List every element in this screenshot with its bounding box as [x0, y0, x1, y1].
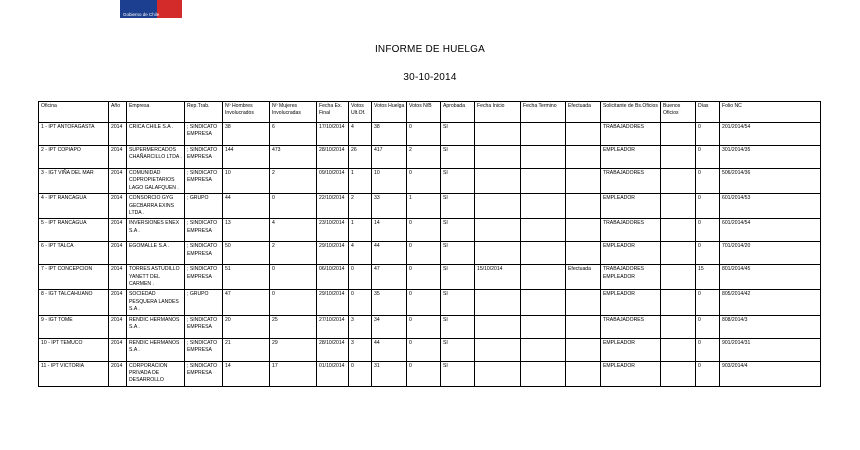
table-cell [521, 219, 566, 242]
table-cell: 0 [696, 242, 720, 265]
table-cell: 50 [223, 242, 270, 265]
table-cell: ; SINDICATO EMPRESA [185, 361, 223, 386]
table-cell: 0 [696, 123, 720, 146]
table-row [39, 169, 821, 194]
table-cell: 0 [696, 315, 720, 338]
table-cell: 0 [696, 169, 720, 194]
table-cell: 301/2014/35 [720, 146, 821, 169]
table-cell [521, 290, 566, 315]
table-cell [566, 315, 601, 338]
table-cell: CORPORACION PRIVADA DE DESARROLLO [127, 361, 185, 386]
table-cell: ; SINDICATO EMPRESA [185, 146, 223, 169]
table-cell: 10 [223, 169, 270, 194]
table-cell [661, 315, 696, 338]
table-cell: ; SINDICATO EMPRESA [185, 242, 223, 265]
table-cell: 2 [270, 242, 317, 265]
table-cell [475, 169, 521, 194]
table-cell: 34 [372, 315, 407, 338]
table-cell: 29/10/2014 [317, 290, 349, 315]
table-cell: 0 [696, 361, 720, 386]
table-cell: ; SINDICATO EMPRESA [185, 169, 223, 194]
table-cell: ; SINDICATO EMPRESA [185, 123, 223, 146]
table-cell: 09/10/2014 [317, 169, 349, 194]
column-header: Rep.Trab. [185, 102, 223, 123]
table-cell [521, 146, 566, 169]
table-cell: 4 [349, 123, 372, 146]
table-cell: INVERSIONES ENEX S.A . [127, 219, 185, 242]
table-row [39, 123, 821, 146]
table-cell [475, 146, 521, 169]
table-cell: 0 [407, 265, 441, 290]
table-cell [661, 123, 696, 146]
column-header: Buenos Oficios [661, 102, 696, 123]
table-cell: 2 [349, 194, 372, 219]
table-cell: SI [441, 290, 475, 315]
table-cell: 3 - IGT VIÑA DEL MAR [39, 169, 109, 194]
table-cell: EMPLEADOR [601, 290, 661, 315]
table-body [39, 123, 821, 387]
table-cell: 2 - IPT COPIAPO [39, 146, 109, 169]
table-cell: 2014 [109, 194, 127, 219]
table-cell: SI [441, 169, 475, 194]
table-cell: 28/10/2014 [317, 338, 349, 361]
table-cell [475, 338, 521, 361]
table-cell [661, 361, 696, 386]
table-cell: 7 - IPT CONCEPCION [39, 265, 109, 290]
table-cell: 0 [407, 290, 441, 315]
table-cell: 506/2014/36 [720, 169, 821, 194]
table-cell: 44 [372, 338, 407, 361]
table-cell: 17 [270, 361, 317, 386]
table-cell: SI [441, 194, 475, 219]
table-cell [521, 242, 566, 265]
table-cell: 0 [696, 194, 720, 219]
table-cell: 417 [372, 146, 407, 169]
table-cell: 0 [407, 315, 441, 338]
table-cell: 0 [407, 361, 441, 386]
table-cell [521, 265, 566, 290]
table-cell: 1 [349, 169, 372, 194]
column-header: Solicitante de Bs.Oficios [601, 102, 661, 123]
table-cell: 601/2014/54 [720, 219, 821, 242]
table-cell [661, 338, 696, 361]
table-cell: RENDIC HERMANOS S.A . [127, 315, 185, 338]
table-row [39, 194, 821, 219]
table-cell: TORRES ASTUDILLO YANETT DEL CARMEN . [127, 265, 185, 290]
table-cell: 3 [349, 315, 372, 338]
table-cell [566, 123, 601, 146]
table-row [39, 219, 821, 242]
table-cell: 805/2014/42 [720, 290, 821, 315]
table-cell [475, 242, 521, 265]
table-cell [475, 290, 521, 315]
table-cell: 6 [270, 123, 317, 146]
table-cell: 2 [407, 146, 441, 169]
table-cell: 0 [696, 146, 720, 169]
table-cell [521, 338, 566, 361]
table-row [39, 265, 821, 290]
table-cell: 1 [349, 219, 372, 242]
table-cell: 0 [407, 219, 441, 242]
table-cell: 473 [270, 146, 317, 169]
table-cell: 0 [407, 169, 441, 194]
table-cell: EMPLEADOR [601, 146, 661, 169]
column-header: Folio NC [720, 102, 821, 123]
table-cell: 44 [372, 242, 407, 265]
table-cell: RENDIC HERMANOS S.A . [127, 338, 185, 361]
table-cell [566, 242, 601, 265]
table-cell [475, 315, 521, 338]
table-cell: 13 [223, 219, 270, 242]
table-row [39, 315, 821, 338]
table-cell: 44 [223, 194, 270, 219]
table-cell [661, 265, 696, 290]
table-cell: SI [441, 361, 475, 386]
table-cell: 31 [372, 361, 407, 386]
report-title: INFORME DE HUELGA [374, 44, 486, 55]
table-cell: EGOMALLE S.A . [127, 242, 185, 265]
table-cell: ; SINDICATO EMPRESA [185, 315, 223, 338]
table-cell: 0 [407, 242, 441, 265]
table-cell [661, 169, 696, 194]
table-cell: 35 [372, 290, 407, 315]
table-cell: CRICA CHILE S.A . [127, 123, 185, 146]
table-cell: 2014 [109, 242, 127, 265]
table-cell: 0 [407, 338, 441, 361]
table-cell [566, 338, 601, 361]
table-cell [566, 146, 601, 169]
table-cell [661, 290, 696, 315]
table-cell: 10 - IPT TEMUCO [39, 338, 109, 361]
table-cell: 25 [270, 315, 317, 338]
table-cell: 701/2014/20 [720, 242, 821, 265]
table-cell: ; GRUPO [185, 290, 223, 315]
table-cell: SI [441, 219, 475, 242]
table-cell: 14 [223, 361, 270, 386]
table-cell: 20 [223, 315, 270, 338]
column-header: Fecha Termino [521, 102, 566, 123]
table-cell: 801/2014/45 [720, 265, 821, 290]
table-cell: 2014 [109, 265, 127, 290]
column-header: Votos N/B [407, 102, 441, 123]
table-cell: 0 [407, 123, 441, 146]
table-cell [661, 194, 696, 219]
column-header: Fecha Inicio [475, 102, 521, 123]
table-cell: 47 [372, 265, 407, 290]
table-cell: ; SINDICATO EMPRESA [185, 219, 223, 242]
table-cell: 22/10/2014 [317, 194, 349, 219]
column-header: Año [109, 102, 127, 123]
table-cell: 903/2014/4 [720, 361, 821, 386]
table-cell [566, 361, 601, 386]
table-cell: Efectuada [566, 265, 601, 290]
table-cell: 2014 [109, 146, 127, 169]
table-cell: 26 [349, 146, 372, 169]
table-cell [566, 194, 601, 219]
column-header: Días [696, 102, 720, 123]
table-cell: 2014 [109, 169, 127, 194]
table-row [39, 338, 821, 361]
table-cell [566, 219, 601, 242]
table-cell [521, 194, 566, 219]
table-cell: 0 [270, 265, 317, 290]
table-cell: 10 [372, 169, 407, 194]
table-cell: TRABAJADORES [601, 123, 661, 146]
table-cell: 0 [696, 290, 720, 315]
table-cell: 47 [223, 290, 270, 315]
table-cell [475, 361, 521, 386]
table-cell: 2014 [109, 219, 127, 242]
table-cell: 0 [696, 338, 720, 361]
table-cell: SI [441, 338, 475, 361]
table-cell: 21 [223, 338, 270, 361]
table-cell: 38 [223, 123, 270, 146]
table-cell: 0 [349, 290, 372, 315]
table-cell: ; SINDICATO EMPRESA [185, 338, 223, 361]
table-cell: 2014 [109, 123, 127, 146]
column-header: Nº Mujeres Involucradas [270, 102, 317, 123]
table-cell: 8 - IGT TALCAHUANO [39, 290, 109, 315]
table-cell: TRABAJADORES EMPLEADOR [601, 265, 661, 290]
table-cell: 0 [270, 194, 317, 219]
column-header: Votos Ult.Of. [349, 102, 372, 123]
table-cell: 17/10/2014 [317, 123, 349, 146]
table-cell: 4 - IPT RANCAGUA [39, 194, 109, 219]
table-cell: 14 [372, 219, 407, 242]
table-cell: SI [441, 265, 475, 290]
table-row [39, 361, 821, 386]
table-cell [521, 315, 566, 338]
table-cell: 3 [349, 338, 372, 361]
table-cell: EMPLEADOR [601, 338, 661, 361]
table-header-row [39, 102, 821, 123]
table-cell: 2014 [109, 338, 127, 361]
table-cell: EMPLEADOR [601, 194, 661, 219]
table-cell [475, 194, 521, 219]
government-logo [120, 0, 182, 18]
table-cell [566, 169, 601, 194]
table-cell: SUPERMERCADOS CHAÑARCILLO LTDA . [127, 146, 185, 169]
table-cell: 0 [696, 219, 720, 242]
table-cell: TRABAJADORES [601, 219, 661, 242]
table-row [39, 242, 821, 265]
table-cell: 27/10/2014 [317, 315, 349, 338]
table-cell: 5 - IPT RANCAGUA [39, 219, 109, 242]
table-cell: 11 - IPT VICTORIA [39, 361, 109, 386]
table-cell: 06/10/2014 [317, 265, 349, 290]
report-date: 30-10-2014 [403, 72, 457, 83]
table-cell: TRABAJADORES [601, 315, 661, 338]
table-cell: 6 - IPT TALCA [39, 242, 109, 265]
table-cell: SI [441, 315, 475, 338]
logo-text: Gobierno de Chile [123, 12, 160, 17]
table-cell: 4 [349, 242, 372, 265]
table-cell: EMPLEADOR [601, 242, 661, 265]
table-cell: 0 [349, 361, 372, 386]
column-header: Nº Hombres Involucrados [223, 102, 270, 123]
table-cell: 51 [223, 265, 270, 290]
table-cell [521, 361, 566, 386]
table-cell [661, 242, 696, 265]
table-cell [521, 123, 566, 146]
column-header: Empresa [127, 102, 185, 123]
table-cell [661, 146, 696, 169]
table-cell: 4 [270, 219, 317, 242]
column-header: Fecha Ex. Final [317, 102, 349, 123]
table-cell: TRABAJADORES [601, 169, 661, 194]
table-cell: 01/10/2014 [317, 361, 349, 386]
column-header: Aprobada [441, 102, 475, 123]
table-cell: SOCIEDAD PESQUERA LANDES S.A . [127, 290, 185, 315]
table-cell: SI [441, 146, 475, 169]
table-cell: 201/2014/54 [720, 123, 821, 146]
table-cell [475, 123, 521, 146]
table-cell: 15 [696, 265, 720, 290]
table-cell: 38 [372, 123, 407, 146]
table-cell: 808/2014/3 [720, 315, 821, 338]
table-cell: SI [441, 242, 475, 265]
table-cell [661, 219, 696, 242]
table-cell: 144 [223, 146, 270, 169]
table-cell: 2 [270, 169, 317, 194]
table-cell [521, 169, 566, 194]
table-cell: 1 [407, 194, 441, 219]
table-cell: 2014 [109, 361, 127, 386]
table-cell: 1 - IPT ANTOFAGASTA [39, 123, 109, 146]
table-cell: 29/10/2014 [317, 242, 349, 265]
table-cell: 15/10/2014 [475, 265, 521, 290]
table-cell: 2014 [109, 315, 127, 338]
column-header: Votos Huelga [372, 102, 407, 123]
table-cell: 601/2014/53 [720, 194, 821, 219]
table-cell: 901/2014/31 [720, 338, 821, 361]
strike-report-table [38, 101, 821, 387]
table-cell: ; SINDICATO EMPRESA [185, 265, 223, 290]
table-cell [475, 219, 521, 242]
table-cell: 23/10/2014 [317, 219, 349, 242]
table-cell: COMUNIDAD COPROPIETARIOS LAGO GALAFQUEN . [127, 169, 185, 194]
table-row [39, 146, 821, 169]
table-cell: SI [441, 123, 475, 146]
table-cell: CONSORCIO GYG GECBARRA EXINS LTDA . [127, 194, 185, 219]
table-cell: EMPLEADOR [601, 361, 661, 386]
table-cell: 9 - IGT TOME [39, 315, 109, 338]
table-cell: 28/10/2014 [317, 146, 349, 169]
table-cell: ; GRUPO [185, 194, 223, 219]
table-cell: 2014 [109, 290, 127, 315]
column-header: Oficina [39, 102, 109, 123]
table-cell: 0 [349, 265, 372, 290]
table-cell: 29 [270, 338, 317, 361]
table-cell: 0 [270, 290, 317, 315]
table-cell [566, 290, 601, 315]
table-row [39, 290, 821, 315]
column-header: Efectuada [566, 102, 601, 123]
table-cell: 33 [372, 194, 407, 219]
